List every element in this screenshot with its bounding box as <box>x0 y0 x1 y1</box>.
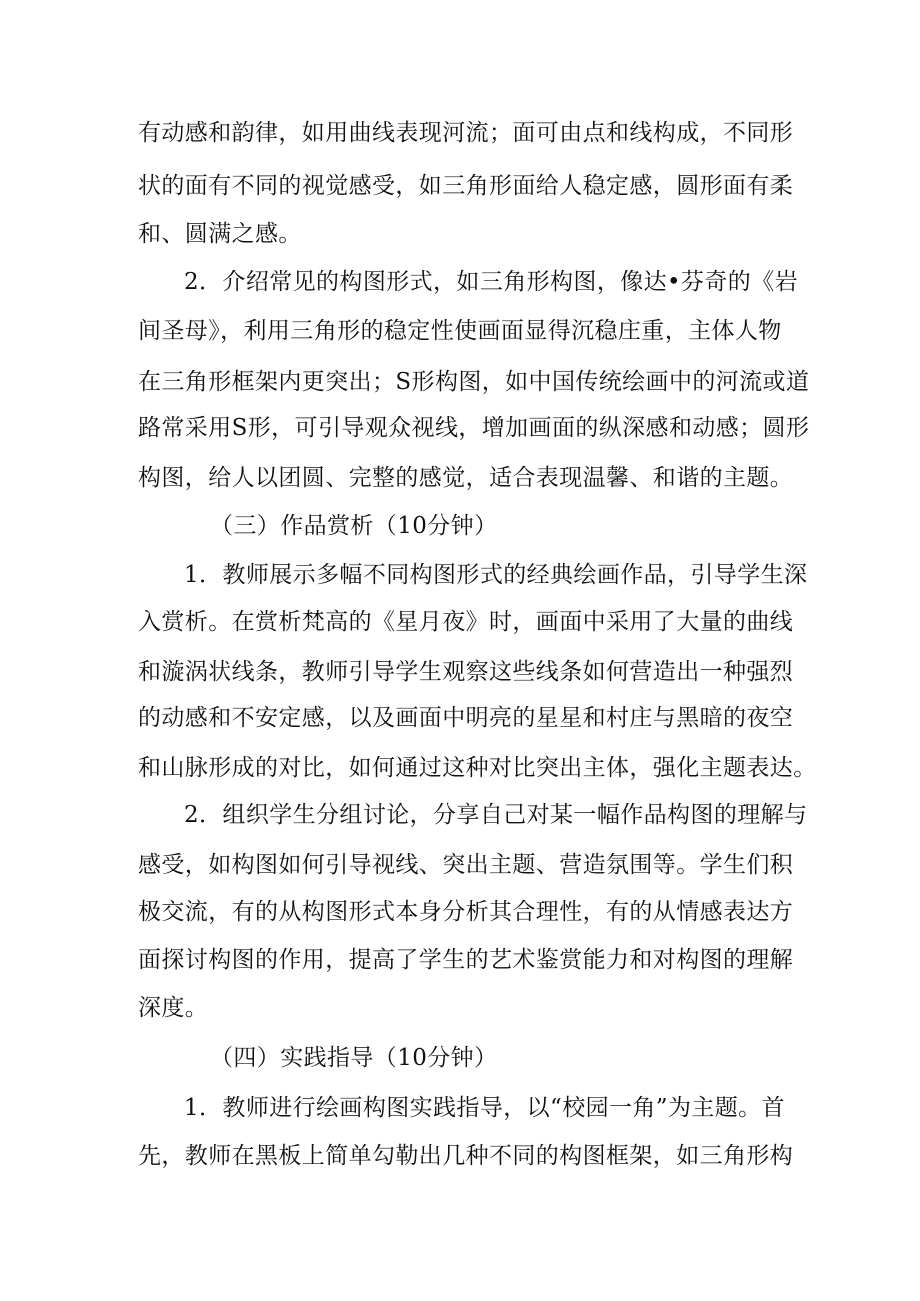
text-line: 和漩涡状线条，教师引导学生观察这些线条如何营造出一种强烈 <box>138 659 794 685</box>
section-heading: （四）实践指导（10分钟） <box>210 1045 498 1071</box>
text-line: 的动感和不安定感，以及画面中明亮的星星和村庄与黑暗的夜空 <box>138 705 794 731</box>
text-line: 状的面有不同的视觉感受，如三角形面给人稳定感，圆形面有柔 <box>138 173 794 199</box>
text-line: 先，教师在黑板上简单勾勒出几种不同的构图框架，如三角形构 <box>138 1143 794 1169</box>
section-heading: （三）作品赏析（10分钟） <box>210 513 498 539</box>
text-line: 1．教师展示多幅不同构图形式的经典绘画作品，引导学生深 <box>184 562 808 588</box>
text-line: 间圣母》，利用三角形的稳定性使画面显得沉稳庄重，主体人物 <box>138 318 782 344</box>
text-line: 2．组织学生分组讨论，分享自己对某一幅作品构图的理解与 <box>184 802 808 828</box>
text-line: 深度。 <box>138 995 209 1021</box>
text-line: 2．介绍常见的构图形式，如三角形构图，像达•芬奇的《岩 <box>184 269 798 295</box>
text-line: 1．教师进行绘画构图实践指导，以“校园一角”为主题。首 <box>184 1095 785 1121</box>
text-line: 路常采用S形，可引导观众视线，增加画面的纵深感和动感；圆形 <box>138 415 810 441</box>
text-line: 和、圆满之感。 <box>138 221 302 247</box>
text-line: 有动感和韵律，如用曲线表现河流；面可由点和线构成，不同形 <box>138 120 794 146</box>
text-line: 极交流，有的从构图形式本身分析其合理性，有的从情感表达方 <box>138 899 794 925</box>
text-line: 和山脉形成的对比，如何通过这种对比突出主体，强化主题表达。 <box>138 755 817 781</box>
text-line: 感受，如构图如何引导视线、突出主题、营造氛围等。学生们积 <box>138 852 794 878</box>
text-line: 构图，给人以团圆、完整的感觉，适合表现温馨、和谐的主题。 <box>138 465 794 491</box>
text-line: 在三角形框架内更突出；S形构图，如中国传统绘画中的河流或道 <box>138 369 810 395</box>
text-line: 面探讨构图的作用，提高了学生的艺术鉴赏能力和对构图的理解 <box>138 947 794 973</box>
text-line: 入赏析。在赏析梵高的《星月夜》时，画面中采用了大量的曲线 <box>138 609 794 635</box>
